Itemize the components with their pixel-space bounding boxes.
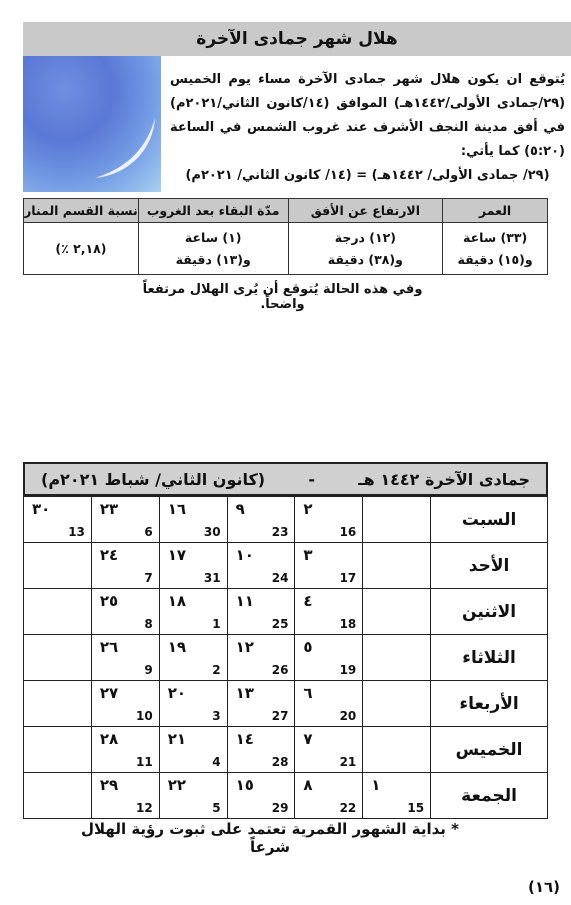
calendar-cell (295, 681, 363, 727)
gregorian-day: 6 (144, 525, 153, 539)
calendar-grid (23, 496, 548, 819)
gregorian-day: 9 (144, 663, 153, 677)
calendar-cell (159, 727, 227, 773)
gregorian-day: 26 (271, 663, 289, 677)
calendar-cell (24, 497, 92, 543)
calendar-cell (227, 727, 295, 773)
gregorian-day: 12 (136, 801, 153, 815)
calendar-cell (91, 497, 159, 543)
value-line: و(١٥) دقيقة (457, 251, 533, 267)
hijri-month-title: جمادى الآخرة ١٤٤٢ هـ (358, 469, 530, 489)
calendar-cell (295, 773, 363, 819)
calendar-cell (159, 543, 227, 589)
calendar-row (24, 543, 548, 589)
calendar-cell (227, 589, 295, 635)
calendar-cell (24, 635, 92, 681)
hijri-day: ٢ (303, 500, 313, 518)
hijri-day: ٢٠ (167, 684, 187, 702)
hijri-day: ٦ (303, 684, 313, 702)
hijri-day: ١٤ (235, 730, 254, 748)
gregorian-day: 22 (339, 801, 357, 815)
calendar-header (23, 462, 548, 496)
value-line: (١٢) درجة (334, 229, 396, 245)
calendar-cell (91, 543, 159, 589)
gregorian-day: 1 (212, 617, 221, 631)
calendar-cell (91, 589, 159, 635)
hijri-day: ٤ (303, 592, 313, 610)
calendar-cell (227, 635, 295, 681)
calendar-cell (24, 727, 92, 773)
calendar-cell (363, 681, 431, 727)
calendar-cell (24, 773, 92, 819)
calendar-cell (363, 497, 431, 543)
calendar-row (24, 681, 548, 727)
hijri-day: ٢٤ (99, 546, 119, 564)
visibility-note: وفي هذه الحالة يُتوقع أن يُرى الهلال مرتفعاً واضحاً. (142, 282, 423, 312)
gregorian-day: 18 (339, 617, 357, 631)
gregorian-day: 3 (212, 709, 221, 723)
calendar-row (24, 727, 548, 773)
hijri-day: ١ (371, 776, 381, 794)
weekday-label: الأحد (431, 543, 548, 589)
calendar-cell (159, 589, 227, 635)
gregorian-day: 31 (203, 571, 221, 585)
calendar-cell (91, 635, 159, 681)
hijri-day: ٩ (235, 500, 245, 518)
header-duration: مدّة البقاء بعد الغروب (138, 199, 288, 223)
hijri-day: ٣ (303, 546, 313, 564)
calendar-cell (227, 497, 295, 543)
calendar-cell (363, 635, 431, 681)
hijri-day: ٢٩ (99, 776, 119, 794)
calendar-cell (91, 681, 159, 727)
weekday-label: السبت (431, 497, 548, 543)
hijri-day: ٣٠ (32, 500, 51, 518)
weekday-label: الجمعة (431, 773, 548, 819)
hijri-day: ١٠ (235, 546, 254, 564)
hijri-day: ١١ (235, 592, 254, 610)
calendar-cell (91, 727, 159, 773)
calendar-cell (227, 681, 295, 727)
gregorian-day: 21 (339, 755, 357, 769)
calendar-cell (363, 589, 431, 635)
calendar-cell (227, 543, 295, 589)
calendar-row (24, 773, 548, 819)
calendar-cell (363, 727, 431, 773)
gregorian-day: 16 (339, 525, 357, 539)
hijri-day: ١٥ (235, 776, 254, 794)
gregorian-day: 11 (136, 755, 153, 769)
hijri-day: ٢٢ (167, 776, 187, 794)
value-age (443, 223, 548, 275)
hijri-day: ٢٨ (99, 730, 119, 748)
calendar-cell (24, 543, 92, 589)
gregorian-day: 15 (407, 801, 425, 815)
value-illumination (24, 223, 139, 275)
info-value-row (24, 223, 548, 275)
calendar-cell (295, 497, 363, 543)
gregorian-day: 25 (271, 617, 289, 631)
hijri-day: ٢١ (167, 730, 187, 748)
hijri-day: ٢٦ (99, 638, 119, 656)
gregorian-day: 29 (271, 801, 289, 815)
weekday-label: الثلاثاء (431, 635, 548, 681)
page-number: (١٦) (528, 878, 561, 896)
value-line: (١) ساعة (184, 229, 242, 245)
weekday-label: الأربعاء (431, 681, 548, 727)
calendar-row (24, 589, 548, 635)
gregorian-day: 7 (144, 571, 153, 585)
calendar-row (24, 635, 548, 681)
gregorian-month-title: (كانون الثاني/ شباط ٢٠٢١م) (41, 469, 266, 489)
gregorian-day: 10 (136, 709, 153, 723)
gregorian-day: 28 (271, 755, 289, 769)
page-title: هلال شهر جمادى الآخرة (23, 22, 571, 56)
calendar-cell (159, 773, 227, 819)
hijri-day: ١٧ (167, 546, 187, 564)
gregorian-day: 24 (271, 571, 289, 585)
weekday-label: الاثنين (431, 589, 548, 635)
value-line: و(٣٨) دقيقة (327, 251, 403, 267)
gregorian-day: 8 (144, 617, 153, 631)
gregorian-day: 19 (339, 663, 357, 677)
gregorian-day: 5 (212, 801, 221, 815)
calendar-cell (295, 727, 363, 773)
calendar-cell (24, 681, 92, 727)
crescent-moon-icon (23, 56, 161, 192)
header-altitude: الارتفاع عن الأفق (288, 199, 443, 223)
calendar-cell (363, 773, 431, 819)
hijri-day: ١٩ (167, 638, 187, 656)
calendar-cell (295, 543, 363, 589)
calendar-cell (363, 543, 431, 589)
calendar-cell (91, 773, 159, 819)
value-duration (138, 223, 288, 275)
hijri-day: ١٦ (167, 500, 187, 518)
intro-date-line: (٢٩/ جمادى الأولى/ ١٤٤٢هـ) = (١٤/ كانون الثاني/ ٢٠٢١م) (185, 168, 550, 183)
header-age: العمر (443, 199, 548, 223)
footnote: * بداية الشهور القمرية تعتمد على ثبوت رؤية الهلال شرعاً (81, 820, 459, 856)
title-separator: - (308, 469, 315, 489)
gregorian-day: 4 (212, 755, 221, 769)
gregorian-day: 23 (271, 525, 289, 539)
weekday-label: الخميس (431, 727, 548, 773)
value-line: و(١٣) دقيقة (175, 251, 251, 267)
gregorian-day: 20 (339, 709, 357, 723)
calendar-cell (24, 589, 92, 635)
hijri-day: ٢٣ (99, 500, 119, 518)
calendar-cell (159, 497, 227, 543)
value-altitude (288, 223, 443, 275)
calendar-cell (159, 681, 227, 727)
hijri-day: ٥ (303, 638, 313, 656)
hijri-day: ٨ (303, 776, 313, 794)
intro-text (170, 68, 565, 188)
crescent-moon-image (23, 56, 161, 192)
header-illumination: نسبة القسم المنار (24, 199, 139, 223)
hijri-day: ١٣ (235, 684, 254, 702)
intro-line: يُتوقع ان يكون هلال شهر جمادى الآخرة مساء يوم الخميس (٢٩/جمادى الأولى/١٤٤٢هـ) الموافق (١٤/كانون الثاني/٢٠٢١م) في أفق مدينة النجف الأشرف عند غروب الشمس في الساعة (٥:٢٠) كما يأتي: (170, 72, 566, 159)
hijri-day: ٢٥ (99, 592, 119, 610)
info-header-row (24, 199, 548, 223)
gregorian-day: 30 (203, 525, 221, 539)
hijri-day: ٧ (303, 730, 313, 748)
gregorian-day: 27 (271, 709, 289, 723)
calendar-row (24, 497, 548, 543)
hijri-day: ١٨ (167, 592, 187, 610)
crescent-info-table (23, 198, 548, 275)
gregorian-day: 17 (339, 571, 357, 585)
hijri-day: ٢٧ (99, 684, 119, 702)
calendar-cell (295, 589, 363, 635)
gregorian-day: 13 (68, 525, 85, 539)
calendar-cell (227, 773, 295, 819)
calendar-cell (159, 635, 227, 681)
value-line: (٣٣) ساعة (463, 229, 528, 245)
hijri-day: ١٢ (235, 638, 254, 656)
calendar-cell (295, 635, 363, 681)
value-line: (٢,١٨ ٪) (55, 240, 107, 256)
gregorian-day: 2 (212, 663, 221, 677)
